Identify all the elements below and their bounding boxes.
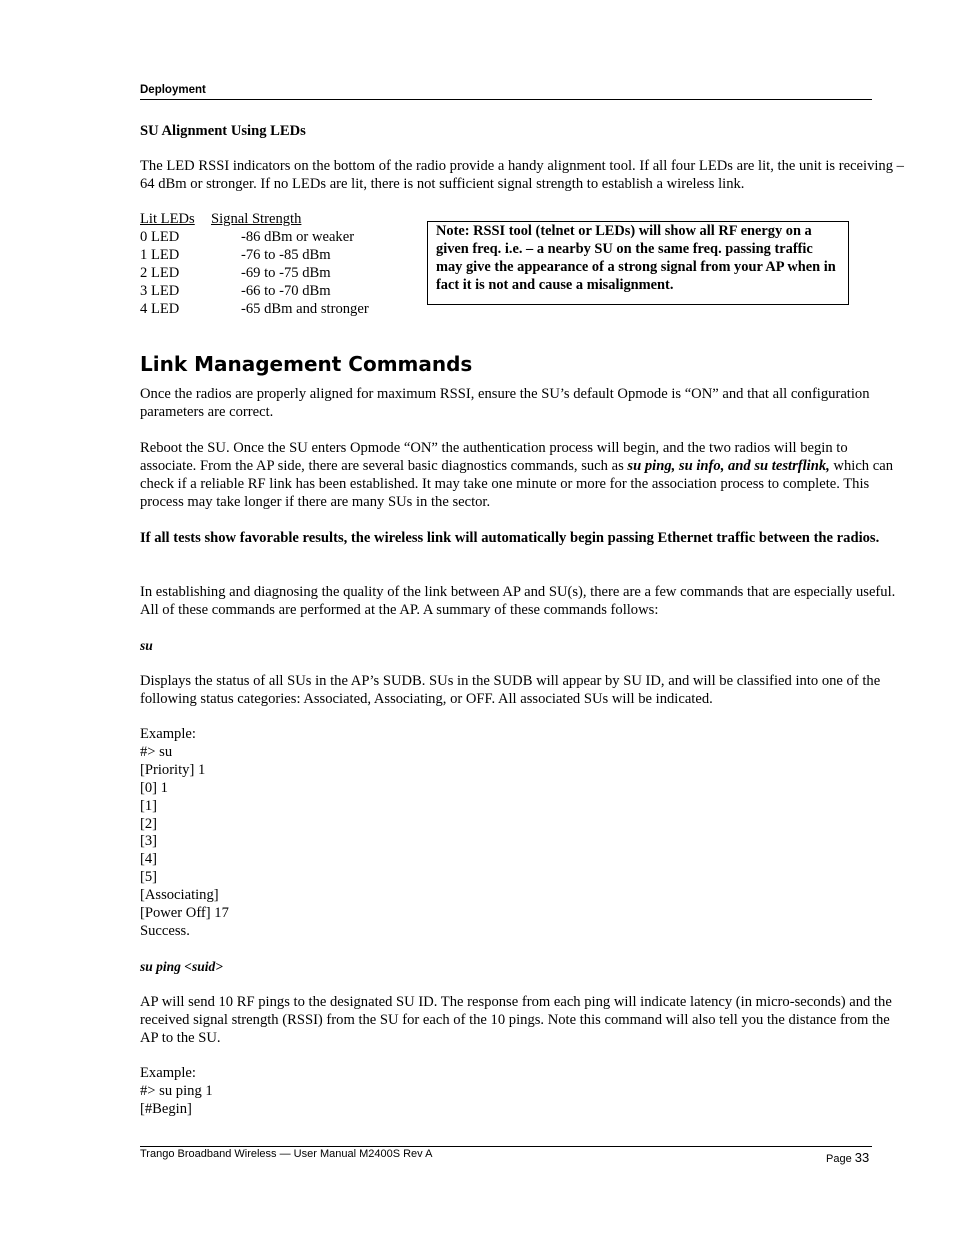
p2-text-after: which can check if a reliable RF link has been established. It may take one minute or more for the association process to complete. This process may take longer if there are many SUs in the sector.	[140, 458, 893, 510]
command-su-ping-description: AP will send 10 RF pings to the designated SU ID. The response from each ping will indicate latency (in micro-seconds) and the received signal strength (RSSI) from the SU for each of the 10 pings. Note this command will also tell you the distance from the AP to the SU.	[140, 994, 892, 1046]
lit-leds-cell: 3 LED	[140, 283, 180, 299]
page-number	[826, 1150, 869, 1165]
example-line: Example:	[140, 1065, 196, 1081]
lit-leds-cell: 2 LED	[140, 265, 180, 281]
command-su-description: Displays the status of all SUs in the AP’s SUDB. SUs in the SUDB will appear by SU ID, and will be classified into one of the following status categories: Associated, Associating, or OFF. All associated SUs will be indicated.	[140, 673, 881, 707]
running-header: Deployment	[140, 84, 206, 96]
signal-strength-cell: -76 to -85 dBm	[241, 247, 331, 263]
table-header	[140, 210, 369, 228]
example-line: [Associating]	[140, 887, 219, 904]
command-su-ping-example	[140, 1065, 213, 1119]
lit-leds-cell: 1 LED	[140, 247, 180, 263]
example-line: [0] 1	[140, 779, 168, 796]
rssi-note-text: Note: RSSI tool (telnet or LEDs) will show all RF energy on a given freq. i.e. – a nearby SU on the same freq. passing traffic may give the appearance of a strong signal from your AP when in fact it is not and cause a misalignment.	[436, 223, 836, 293]
example-line: [Priority] 1	[140, 761, 206, 778]
example-line: [1]	[140, 797, 158, 814]
table-row	[140, 246, 369, 264]
su-alignment-intro: The LED RSSI indicators on the bottom of the radio provide a handy alignment tool. If all four LEDs are lit, the unit is receiving –64 dBm or stronger. If no LEDs are lit, there is not sufficient signal strength to establish a wireless link.	[140, 158, 904, 192]
signal-strength-cell: -69 to -75 dBm	[241, 265, 331, 281]
signal-strength-cell: -86 dBm or weaker	[241, 229, 355, 245]
link-mgmt-p4: In establishing and diagnosing the quality of the link between AP and SU(s), there are a few commands that are especially useful. All of these commands are performed at the AP. A summary of these commands follows:	[140, 584, 896, 618]
page-number-value: 33	[854, 1150, 870, 1165]
example-line: #> su	[140, 743, 173, 760]
table-row	[140, 300, 369, 318]
p2-command-list: su ping, su info, and su testrflink,	[627, 458, 830, 474]
command-su-example	[140, 726, 229, 941]
example-line: [#Begin]	[140, 1100, 192, 1117]
table-row	[140, 228, 369, 246]
link-mgmt-p1: Once the radios are properly aligned for maximum RSSI, ensure the SU’s default Opmode is “ON” and that all configuration parameters are correct.	[140, 386, 870, 420]
command-su-heading: su	[140, 638, 153, 653]
example-line: [3]	[140, 833, 158, 850]
led-signal-table	[140, 210, 369, 318]
section-title-su-alignment: SU Alignment Using LEDs	[140, 123, 306, 139]
example-line: [2]	[140, 815, 158, 832]
signal-strength-cell: -65 dBm and stronger	[241, 301, 369, 317]
lit-leds-cell: 4 LED	[140, 301, 180, 317]
example-line: Example:	[140, 726, 196, 742]
command-su-ping-heading: su ping <suid>	[140, 959, 223, 974]
page-label: Page	[826, 1153, 852, 1165]
signal-strength-cell: -66 to -70 dBm	[241, 283, 331, 299]
footer-rule	[140, 1146, 872, 1147]
footer-title: Trango Broadband Wireless — User Manual M2400S Rev A	[140, 1148, 433, 1160]
link-mgmt-p2	[140, 439, 904, 511]
table-row	[140, 264, 369, 282]
p2-text-before: Reboot the SU. Once the SU enters Opmode “ON” the authentication process will begin, and the two radios will begin to associate. From the AP side, there are several basic diagnostics commands, such as	[140, 440, 848, 474]
section-title-link-management: Link Management Commands	[140, 352, 473, 376]
example-line: Success.	[140, 922, 190, 939]
lit-leds-cell: 0 LED	[140, 229, 180, 245]
col-header-lit-leds: Lit LEDs	[140, 211, 195, 227]
table-row	[140, 282, 369, 300]
example-line: #> su ping 1	[140, 1082, 213, 1099]
example-line: [Power Off] 17	[140, 905, 229, 922]
col-header-signal-strength: Signal Strength	[211, 211, 302, 227]
header-rule	[140, 99, 872, 100]
link-mgmt-p3: If all tests show favorable results, the wireless link will automatically begin passing Ethernet traffic between the radios.	[140, 530, 880, 546]
example-line: [5]	[140, 869, 158, 886]
rssi-note-box	[427, 221, 849, 305]
example-line: [4]	[140, 851, 158, 868]
